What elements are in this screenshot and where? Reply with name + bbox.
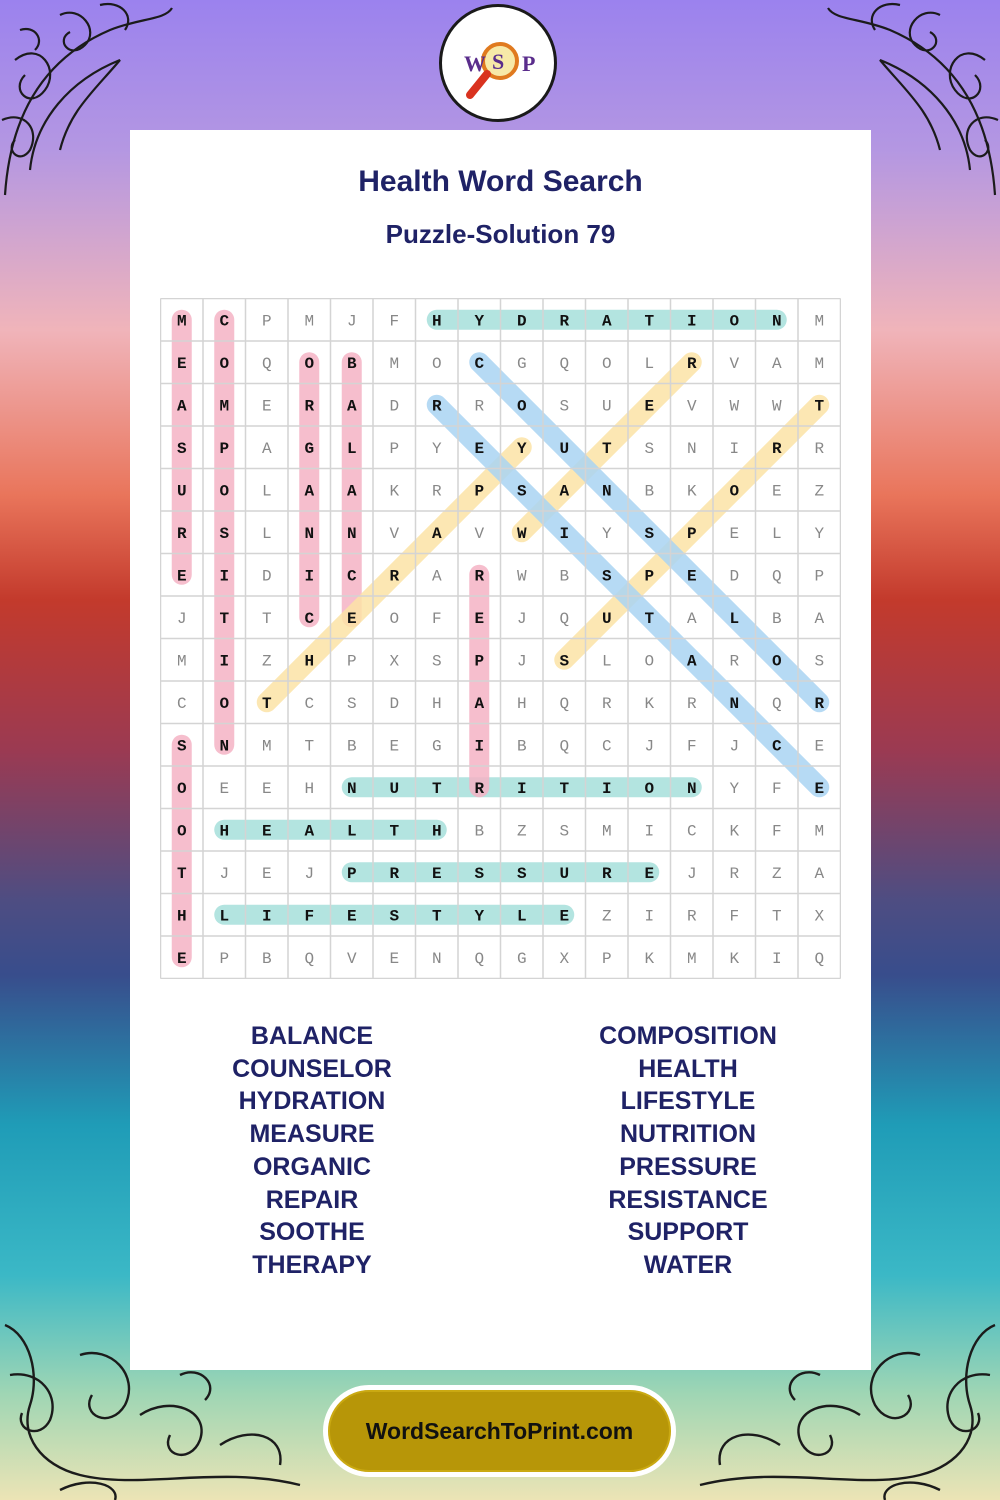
grid-letter[interactable]: E	[729, 524, 740, 543]
grid-letter[interactable]: O	[176, 779, 187, 798]
grid-letter[interactable]: M	[176, 652, 187, 671]
grid-letter[interactable]: U	[601, 397, 612, 416]
grid-letter[interactable]: Q	[559, 354, 570, 373]
grid-letter[interactable]: D	[389, 694, 400, 713]
grid-letter[interactable]: F	[686, 737, 697, 756]
grid-letter[interactable]: S	[559, 397, 570, 416]
grid-letter[interactable]: E	[644, 397, 655, 416]
site-logo[interactable]	[439, 4, 557, 122]
grid-letter[interactable]: M	[814, 822, 825, 841]
grid-letter[interactable]: G	[516, 354, 527, 373]
grid-letter[interactable]: S	[644, 524, 655, 543]
grid-letter[interactable]: O	[644, 652, 655, 671]
grid-letter[interactable]: T	[601, 439, 612, 458]
grid-letter[interactable]: S	[559, 822, 570, 841]
grid-letter[interactable]: J	[219, 864, 230, 883]
grid-letter[interactable]: C	[304, 609, 315, 628]
grid-letter[interactable]: H	[304, 652, 315, 671]
grid-letter[interactable]: V	[729, 354, 740, 373]
grid-letter[interactable]: J	[644, 737, 655, 756]
grid-letter[interactable]: G	[304, 439, 315, 458]
grid-letter[interactable]: Z	[601, 907, 612, 926]
grid-letter[interactable]: F	[304, 907, 315, 926]
grid-letter[interactable]: O	[431, 354, 442, 373]
grid-letter[interactable]: H	[516, 694, 527, 713]
grid-letter[interactable]: E	[389, 949, 400, 968]
grid-letter[interactable]: Y	[729, 779, 740, 798]
grid-letter[interactable]: E	[176, 354, 187, 373]
grid-letter[interactable]: O	[601, 354, 612, 373]
grid-letter[interactable]: R	[814, 694, 825, 713]
grid-letter[interactable]: I	[729, 439, 740, 458]
grid-letter[interactable]: J	[516, 652, 527, 671]
grid-letter[interactable]: U	[389, 779, 400, 798]
grid-letter[interactable]: R	[814, 439, 825, 458]
grid-letter[interactable]: U	[601, 609, 612, 628]
grid-letter[interactable]: D	[729, 567, 740, 586]
word-list-item: THERAPY	[252, 1250, 372, 1279]
grid-letter[interactable]: M	[261, 737, 272, 756]
grid-letter[interactable]: I	[601, 779, 612, 798]
grid-letter[interactable]: J	[729, 737, 740, 756]
grid-letter[interactable]: S	[389, 907, 400, 926]
grid-letter[interactable]: A	[346, 482, 357, 501]
grid-letter[interactable]: O	[304, 354, 315, 373]
grid-letter[interactable]: A	[176, 397, 187, 416]
grid-letter[interactable]: Q	[771, 694, 782, 713]
grid-letter[interactable]: T	[431, 779, 442, 798]
grid-letter[interactable]: Y	[601, 524, 612, 543]
grid-letter[interactable]: E	[644, 864, 655, 883]
grid-letter[interactable]: T	[431, 907, 442, 926]
grid-letter[interactable]: P	[346, 652, 357, 671]
grid-letter[interactable]: H	[176, 907, 187, 926]
word-list-item: HYDRATION	[238, 1087, 386, 1116]
grid-letter[interactable]: O	[729, 482, 740, 501]
grid-letter[interactable]: S	[814, 652, 825, 671]
grid-letter[interactable]: P	[346, 864, 357, 883]
grid-letter[interactable]: P	[389, 439, 400, 458]
grid-letter[interactable]: E	[559, 907, 570, 926]
word-list-item: REPAIR	[265, 1185, 359, 1214]
grid-letter[interactable]: I	[644, 907, 655, 926]
grid-letter[interactable]: N	[346, 524, 357, 543]
grid-letter[interactable]: R	[474, 397, 485, 416]
grid-letter[interactable]: R	[601, 864, 612, 883]
grid-letter[interactable]: V	[346, 949, 357, 968]
grid-letter[interactable]: C	[219, 312, 230, 331]
word-list-item: NUTRITION	[619, 1120, 757, 1149]
grid-letter[interactable]: O	[729, 312, 740, 331]
grid-letter[interactable]: D	[261, 567, 272, 586]
grid-letter[interactable]: R	[474, 779, 485, 798]
grid-letter[interactable]: A	[431, 567, 442, 586]
grid-letter[interactable]: E	[261, 397, 272, 416]
grid-letter[interactable]: A	[304, 482, 315, 501]
grid-letter[interactable]: T	[261, 609, 272, 628]
grid-letter[interactable]: S	[474, 864, 485, 883]
grid-letter[interactable]: P	[601, 949, 612, 968]
grid-letter[interactable]: C	[346, 567, 357, 586]
grid-letter[interactable]: V	[389, 524, 400, 543]
grid-letter[interactable]: M	[389, 354, 400, 373]
grid-letter[interactable]: B	[261, 949, 272, 968]
magnifier-icon	[442, 7, 554, 119]
grid-letter[interactable]: L	[601, 652, 612, 671]
grid-letter[interactable]: O	[219, 694, 230, 713]
grid-letter[interactable]: O	[771, 652, 782, 671]
grid-letter[interactable]: B	[771, 609, 782, 628]
grid-letter[interactable]: J	[516, 609, 527, 628]
grid-letter[interactable]: M	[601, 822, 612, 841]
grid-letter[interactable]: S	[516, 864, 527, 883]
grid-letter[interactable]: W	[771, 397, 782, 416]
grid-letter[interactable]: R	[176, 524, 187, 543]
grid-letter[interactable]: P	[219, 439, 230, 458]
grid-letter[interactable]: N	[431, 949, 442, 968]
grid-letter[interactable]: Y	[474, 907, 485, 926]
grid-letter[interactable]: E	[176, 567, 187, 586]
grid-letter[interactable]: T	[304, 737, 315, 756]
grid-letter[interactable]: T	[176, 864, 187, 883]
grid-letter[interactable]: L	[219, 907, 230, 926]
grid-letter[interactable]: C	[686, 822, 697, 841]
grid-letter[interactable]: I	[261, 907, 272, 926]
logo-letter-w: W	[464, 51, 486, 76]
grid-letter[interactable]: U	[559, 864, 570, 883]
grid-letter[interactable]: A	[686, 609, 697, 628]
grid-letter[interactable]: R	[431, 482, 442, 501]
grid-letter[interactable]: W	[729, 397, 740, 416]
grid-letter[interactable]: T	[814, 397, 825, 416]
grid-letter[interactable]: O	[644, 779, 655, 798]
grid-letter[interactable]: Q	[474, 949, 485, 968]
grid-letter[interactable]: G	[516, 949, 527, 968]
grid-letter[interactable]: L	[346, 439, 357, 458]
grid-letter[interactable]: E	[261, 779, 272, 798]
grid-letter[interactable]: U	[176, 482, 187, 501]
grid-letter[interactable]: O	[219, 354, 230, 373]
grid-letter[interactable]: B	[516, 737, 527, 756]
grid-letter[interactable]: Z	[516, 822, 527, 841]
grid-letter[interactable]: W	[516, 524, 527, 543]
grid-letter[interactable]: X	[559, 949, 570, 968]
grid-letter[interactable]: Q	[814, 949, 825, 968]
grid-letter[interactable]: N	[304, 524, 315, 543]
grid-letter[interactable]: K	[389, 482, 400, 501]
grid-letter[interactable]: K	[644, 949, 655, 968]
grid-letter[interactable]: T	[261, 694, 272, 713]
grid-letter[interactable]: L	[261, 524, 272, 543]
grid-letter[interactable]: E	[771, 482, 782, 501]
grid-letter[interactable]: R	[474, 567, 485, 586]
word-search-grid[interactable]	[160, 298, 841, 979]
grid-letter[interactable]: E	[346, 609, 357, 628]
grid-letter[interactable]: E	[389, 737, 400, 756]
word-list-item: RESISTANCE	[608, 1185, 768, 1214]
grid-letter[interactable]: E	[431, 864, 442, 883]
grid-letter[interactable]: A	[686, 652, 697, 671]
grid-letter[interactable]: N	[219, 737, 230, 756]
word-list-item: PRESSURE	[619, 1152, 757, 1181]
grid-letter[interactable]: R	[686, 694, 697, 713]
grid-letter[interactable]: T	[644, 609, 655, 628]
grid-letter[interactable]: B	[559, 567, 570, 586]
grid-letter[interactable]: I	[219, 567, 230, 586]
grid-letter[interactable]: S	[431, 652, 442, 671]
grid-letter[interactable]: C	[771, 737, 782, 756]
grid-letter[interactable]: K	[729, 822, 740, 841]
grid-letter[interactable]: E	[261, 822, 272, 841]
grid-letter[interactable]: K	[644, 694, 655, 713]
grid-letter[interactable]: Q	[559, 694, 570, 713]
word-list-item: MEASURE	[249, 1120, 375, 1149]
grid-letter[interactable]: K	[686, 482, 697, 501]
grid-letter[interactable]: I	[219, 652, 230, 671]
grid-letter[interactable]: S	[176, 439, 187, 458]
grid-letter[interactable]: R	[686, 907, 697, 926]
grid-letter[interactable]: B	[346, 354, 357, 373]
grid-letter[interactable]: N	[346, 779, 357, 798]
grid-letter[interactable]: P	[814, 567, 825, 586]
grid-letter[interactable]: P	[474, 652, 485, 671]
grid-letter[interactable]: M	[814, 312, 825, 331]
grid-letter[interactable]: B	[644, 482, 655, 501]
grid-letter[interactable]: I	[644, 822, 655, 841]
grid-letter[interactable]: P	[261, 312, 272, 331]
grid-letter[interactable]: I	[771, 949, 782, 968]
grid-letter[interactable]: H	[431, 694, 442, 713]
grid-letter[interactable]: R	[729, 652, 740, 671]
grid-letter[interactable]: J	[346, 312, 357, 331]
grid-letter[interactable]: Q	[261, 354, 272, 373]
grid-letter[interactable]: S	[176, 737, 187, 756]
grid-letter[interactable]: E	[346, 907, 357, 926]
grid-letter[interactable]: I	[474, 737, 485, 756]
grid-letter[interactable]: Q	[304, 949, 315, 968]
grid-letter[interactable]: L	[729, 609, 740, 628]
grid-letter[interactable]: A	[601, 312, 612, 331]
grid-letter[interactable]: N	[686, 439, 697, 458]
grid-letter[interactable]: C	[474, 354, 485, 373]
grid-letter[interactable]: J	[686, 864, 697, 883]
word-list-item: BALANCE	[250, 1022, 374, 1050]
grid-letter[interactable]: S	[559, 652, 570, 671]
grid-letter[interactable]: O	[516, 397, 527, 416]
logo-letter-p: P	[522, 51, 536, 76]
grid-letter[interactable]: P	[474, 482, 485, 501]
grid-letter[interactable]: A	[771, 354, 782, 373]
grid-letter[interactable]: R	[601, 694, 612, 713]
grid-letter[interactable]: L	[771, 524, 782, 543]
grid-letter[interactable]: A	[431, 524, 442, 543]
grid-letter[interactable]: H	[431, 312, 442, 331]
grid-letter[interactable]: C	[176, 694, 187, 713]
grid-letter[interactable]: N	[771, 312, 782, 331]
grid-letter[interactable]: M	[686, 949, 697, 968]
grid-letter[interactable]: M	[814, 354, 825, 373]
grid-letter[interactable]: P	[644, 567, 655, 586]
grid-letter[interactable]: A	[559, 482, 570, 501]
grid-letter[interactable]: S	[346, 694, 357, 713]
grid-letter[interactable]: L	[516, 907, 527, 926]
grid-letter[interactable]: Y	[814, 524, 825, 543]
grid-letter[interactable]: J	[304, 864, 315, 883]
grid-letter[interactable]: V	[686, 397, 697, 416]
grid-letter[interactable]: I	[304, 567, 315, 586]
grid-letter[interactable]: E	[474, 609, 485, 628]
grid-letter[interactable]: R	[389, 864, 400, 883]
grid-letter[interactable]: X	[814, 907, 825, 926]
grid-letter[interactable]: O	[389, 609, 400, 628]
grid-letter[interactable]: O	[176, 822, 187, 841]
grid-letter[interactable]: Z	[814, 482, 825, 501]
grid-letter[interactable]: I	[686, 312, 697, 331]
grid-letter[interactable]: I	[516, 779, 527, 798]
grid-letter[interactable]: G	[431, 737, 442, 756]
grid-letter[interactable]: H	[219, 822, 230, 841]
grid-letter[interactable]: E	[474, 439, 485, 458]
grid-letter[interactable]: T	[644, 312, 655, 331]
word-list-item: SUPPORT	[627, 1218, 749, 1247]
grid-letter[interactable]: F	[389, 312, 400, 331]
grid-letter[interactable]: I	[559, 524, 570, 543]
grid-letter[interactable]: Z	[261, 652, 272, 671]
grid-letter[interactable]: B	[346, 737, 357, 756]
word-list-item: LIFESTYLE	[620, 1087, 756, 1116]
grid-letter[interactable]: T	[219, 609, 230, 628]
grid-letter[interactable]: C	[304, 694, 315, 713]
grid-letter[interactable]: A	[261, 439, 272, 458]
grid-letter[interactable]: E	[686, 567, 697, 586]
word-list-item: COMPOSITION	[599, 1022, 777, 1050]
grid-letter[interactable]: A	[814, 864, 825, 883]
grid-letter[interactable]: V	[474, 524, 485, 543]
grid-letter[interactable]: Y	[474, 312, 485, 331]
grid-letter[interactable]: N	[601, 482, 612, 501]
page-subtitle: Puzzle-Solution 79	[385, 219, 616, 249]
grid-letter[interactable]: Z	[771, 864, 782, 883]
grid-letter[interactable]: T	[771, 907, 782, 926]
website-button[interactable]: WordSearchToPrint.com	[323, 1385, 676, 1477]
grid-letter[interactable]: D	[389, 397, 400, 416]
word-list-item: COUNSELOR	[232, 1054, 392, 1083]
grid-letter[interactable]: W	[516, 567, 527, 586]
grid-letter[interactable]: R	[389, 567, 400, 586]
grid-letter[interactable]: F	[729, 907, 740, 926]
grid-letter[interactable]: F	[431, 609, 442, 628]
grid-letter[interactable]: A	[346, 397, 357, 416]
grid-letter[interactable]: Q	[559, 737, 570, 756]
grid-letter[interactable]: R	[559, 312, 570, 331]
grid-letter[interactable]: R	[771, 439, 782, 458]
grid-letter[interactable]: A	[304, 822, 315, 841]
grid-letter[interactable]: M	[219, 397, 230, 416]
grid-letter[interactable]: Y	[516, 439, 527, 458]
grid-letter[interactable]: R	[686, 354, 697, 373]
grid-letter[interactable]: L	[261, 482, 272, 501]
word-list-left	[212, 1020, 412, 1282]
grid-letter[interactable]: L	[346, 822, 357, 841]
grid-letter[interactable]: B	[474, 822, 485, 841]
grid-letter[interactable]: E	[176, 949, 187, 968]
grid-letter[interactable]: P	[686, 524, 697, 543]
grid-letter[interactable]: A	[814, 609, 825, 628]
grid-letter[interactable]: A	[474, 694, 485, 713]
page-title: Health Word Search	[358, 165, 643, 198]
grid-letter[interactable]: M	[176, 312, 187, 331]
grid-letter[interactable]: N	[729, 694, 740, 713]
grid-letter[interactable]: J	[176, 609, 187, 628]
word-list-item: HEALTH	[638, 1054, 738, 1083]
logo-letter-s: S	[492, 49, 505, 74]
grid-letter[interactable]: E	[261, 864, 272, 883]
grid-letter[interactable]: R	[729, 864, 740, 883]
grid-letter[interactable]: Q	[771, 567, 782, 586]
grid-letter[interactable]: O	[219, 482, 230, 501]
grid-letter[interactable]: D	[516, 312, 527, 331]
word-list-item: SOOTHE	[259, 1218, 365, 1247]
word-list-item: WATER	[643, 1250, 733, 1279]
grid-letter[interactable]: T	[559, 779, 570, 798]
grid-letter[interactable]: X	[389, 652, 400, 671]
grid-letter[interactable]: S	[601, 567, 612, 586]
grid-letter[interactable]: R	[304, 397, 315, 416]
grid-letter[interactable]: E	[814, 779, 825, 798]
grid-letter[interactable]: R	[431, 397, 442, 416]
grid-letter[interactable]: K	[729, 949, 740, 968]
word-list-item: ORGANIC	[252, 1152, 372, 1181]
grid-letter[interactable]: H	[431, 822, 442, 841]
grid-letter[interactable]: S	[644, 439, 655, 458]
grid-letter[interactable]: E	[814, 737, 825, 756]
grid-letter[interactable]: C	[601, 737, 612, 756]
grid-letter[interactable]: F	[771, 822, 782, 841]
word-list-right	[578, 1020, 798, 1282]
grid-letter[interactable]: E	[219, 779, 230, 798]
grid-letter[interactable]: Q	[559, 609, 570, 628]
grid-letter[interactable]: U	[559, 439, 570, 458]
grid-letter[interactable]: H	[304, 779, 315, 798]
grid-letter[interactable]: M	[304, 312, 315, 331]
grid-letter[interactable]: N	[686, 779, 697, 798]
grid-letter[interactable]: T	[389, 822, 400, 841]
grid-letter[interactable]: S	[219, 524, 230, 543]
grid-letter[interactable]: P	[219, 949, 230, 968]
grid-letter[interactable]: Y	[431, 439, 442, 458]
grid-letter[interactable]: S	[516, 482, 527, 501]
grid-letter[interactable]: F	[771, 779, 782, 798]
grid-letter[interactable]: L	[644, 354, 655, 373]
